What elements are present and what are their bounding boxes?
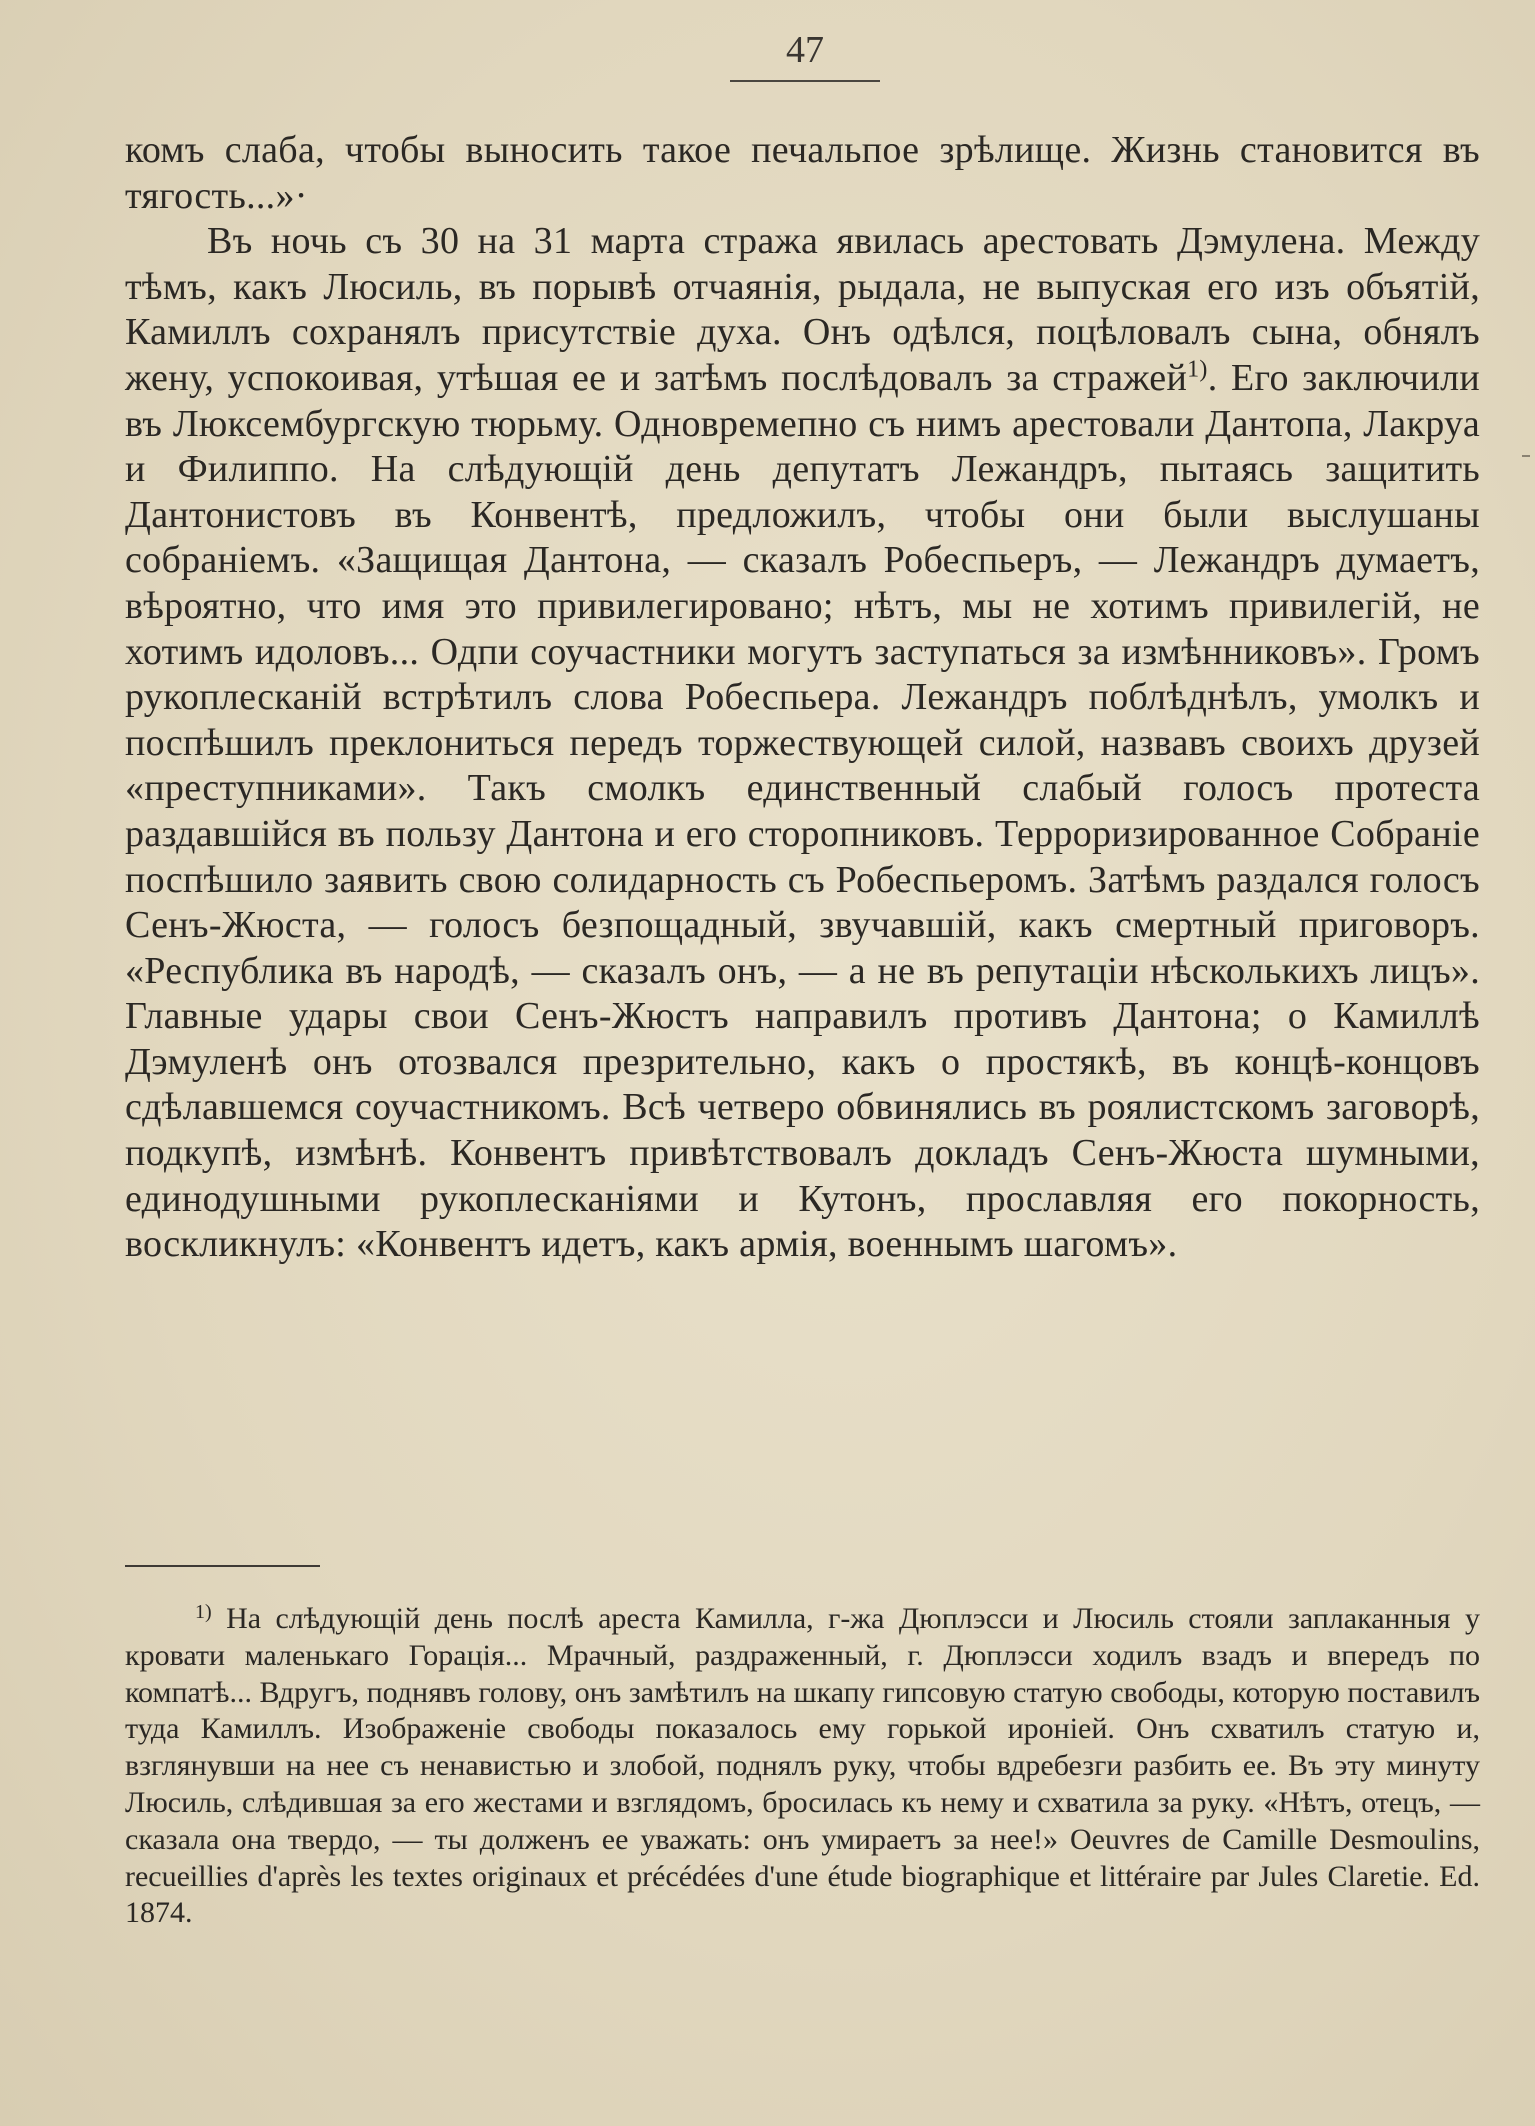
- footnote-reference-period: .: [1207, 356, 1218, 399]
- footnote-reference: 1): [1187, 356, 1208, 383]
- margin-mark: [1522, 455, 1530, 457]
- paragraph-continuation: комъ слаба, чтобы выносить такое печальпое зрѣлище. Жизнь становится въ тягость...»·: [125, 129, 1480, 217]
- page-header: [725, 24, 885, 82]
- footnote-divider: [125, 1565, 320, 1567]
- footnote: [125, 1594, 1480, 1932]
- footnote-marker: 1): [195, 1601, 212, 1623]
- paragraph-arrest-text: Въ ночь съ 30 на 31 марта стража явилась арестовать Дэмулена. Между тѣмъ, какъ Люсиль, въ порывѣ отчаянія, рыдала, не выпуская его изъ объятій, Камиллъ сохранялъ присутствіе духа. Онъ одѣлся, поцѣловалъ сына, обнялъ жену, успокоивая, утѣшая ее и затѣмъ послѣдовалъ за стражей: [125, 220, 1480, 399]
- header-rule: [730, 80, 880, 82]
- page-number: 47: [786, 29, 824, 71]
- paragraph-prison-text: Его заключили въ Люксембургскую тюрьму. Одновремепно съ нимъ арестовали Дантопа, Лакруа и Филиппо. На слѣдующій день депутатъ Лежандръ, пытаясь защитить Дантонистовъ въ Конвентѣ, предложилъ, чтобы они были выслушаны собраніемъ. «Защищая Дантона, — сказалъ Робеспьеръ, — Лежандръ думаетъ, вѣроятно, что имя это привилегировано; нѣтъ, мы не хотимъ привилегій, не хотимъ идоловъ... Одпи соучастники могутъ заступаться за измѣнниковъ». Громъ рукоплесканій встрѣтилъ слова Робеспьера. Лежандръ поблѣднѣлъ, умолкъ и поспѣшилъ преклониться передъ торжествующей силой, назвавъ своихъ друзей «преступниками». Такъ смолкъ единственный слабый голосъ протеста раздавшійся въ пользу Дантона и его сторопниковъ. Терроризированное Собраніе поспѣшило заявить свою солидарность съ Робеспьеромъ. Затѣмъ раздался голосъ Сенъ-Жюста, — голосъ безпощадный, звучавшій, какъ смертный приговоръ. «Республика въ народѣ, — сказалъ онъ, — а не въ репутаціи нѣсколькихъ лицъ». Главные удары свои Сенъ-Жюстъ направилъ противъ Дантона; о Камиллѣ Дэмуленѣ онъ отозвался презрительно, какъ о простякѣ, въ концѣ-концовъ сдѣлавшемся соучастникомъ. Всѣ четверо обвинялись въ роялистскомъ заговорѣ, подкупѣ, измѣнѣ. Конвентъ привѣтствовалъ докладъ Сенъ-Жюста шумными, единодушными рукоплесканіями и Кутонъ, прославляя его покорность, воскликнулъ: «Конвентъ идетъ, какъ армія, военнымъ шагомъ».: [125, 356, 1480, 1266]
- main-text: [125, 128, 1480, 1268]
- paragraph-arrest: [125, 219, 1480, 1268]
- footnote-text: На слѣдующій день послѣ ареста Камилла, г-жа Дюплэсси и Люсиль стояли заплаканныя у кровати маленькаго Горація... Мрачный, раздраженный, г. Дюплэсси ходилъ взадъ и впередъ по компатѣ... Вдругъ, поднявъ голову, онъ замѣтилъ на шкапу гипсовую статую свободы, которую поставилъ туда Камиллъ. Изображеніе свободы показалось ему горькой ироніей. Онъ схватилъ статую и, взглянувши на нее съ ненавистью и злобой, поднялъ руку, чтобы вдребезги разбить ее. Въ эту минуту Люсиль, слѣдившая за его жестами и взглядомъ, бросилась къ нему и схватила за руку. «Нѣтъ, отецъ, — сказала она твердо, — ты долженъ ее уважать: онъ умираетъ за нее!» Oeuvres de Camille Desmoulins, recueillies d'après les textes originaux et précédées d'une étude biographique et littéraire par Jules Claretie. Ed. 1874.: [125, 1602, 1480, 1930]
